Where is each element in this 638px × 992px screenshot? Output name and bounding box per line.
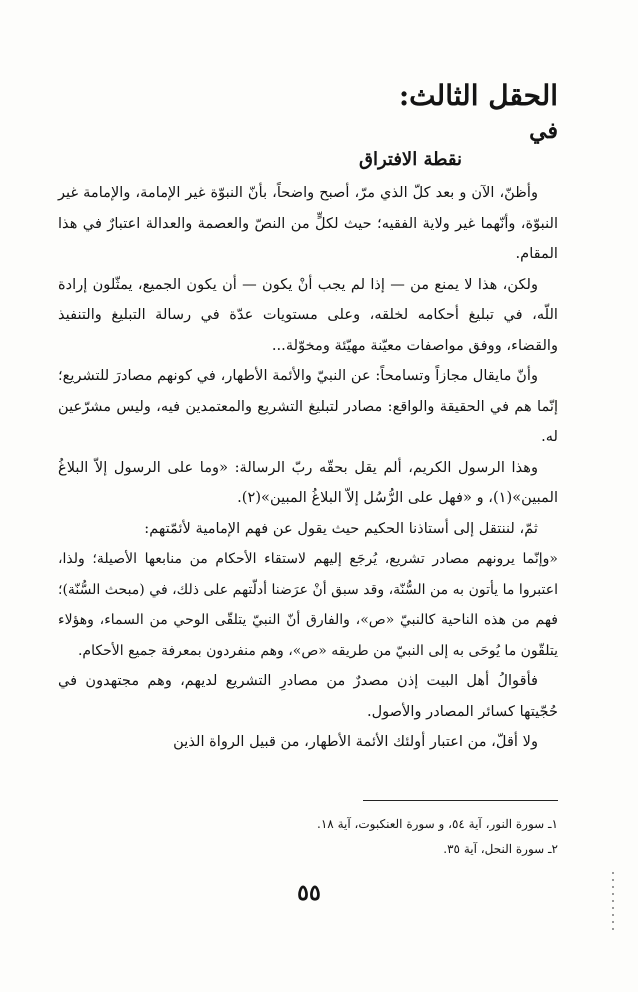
heading-preposition: في (529, 118, 558, 144)
footnote-divider (363, 800, 558, 801)
paragraph: ثمّ، لننتقل إلى أستاذنا الحكيم حيث يقول عن فهم الإمامية لأئمّتهم: (144, 519, 538, 537)
paragraph: وأنّ مايقال مجازاً وتسامحاً: عن النبيّ والأئمة الأطهار، في كونهم مصادرَ للتشريع؛ إنّما هم في الحقيقة والواقع: مصادر لتبليغ التشريع والمعتمدين فيه، وليس مشرّعين له. (58, 367, 558, 445)
paragraph: ولكن، هذا لا يمنع من — إذا لم يجب أنْ يكون — أن يكون الجميع، يمثّلون إرادة اللّه، في تبليغ أحكامه لخلقه، وعلى مستويات عدّة في رسالة التبليغ والتنفيذ والقضاء، ووفق مواصفات معيّنة مهيّئة ومخوّلة... (58, 275, 558, 354)
paragraph: وأظنّ، الآن و بعد كلّ الذي مرّ، أصبح واضحاً، بأنّ النبوّة غير الإمامة، والإمامة غير النبوّة، وأنّهما غير ولاية الفقيه؛ حيث لكلٍّ من النصّ والعصمة والعدالة اعتبارٌ في هذا المقام. (58, 184, 558, 262)
section-subheading: نقطة الافتراق (359, 149, 462, 170)
chapter-heading: الحقل الثالث: (398, 79, 558, 112)
paragraph: ولا أقلّ، من اعتبار أولئك الأئمة الأطهار، من قبيل الرواة الذين (173, 733, 538, 750)
page-number: ٥٥ (297, 880, 321, 906)
paragraph: وهذا الرسول الكريم، ألم يقل بحقّه ربّ الرسالة: «وما على الرسول إلاّ البلاغُ المبين»(١)، و «فهل على الرُّسُل إلاّ البلاغُ المبين»(٢). (58, 458, 558, 506)
quotation-paragraph: «وإنّما يرونهم مصادر تشريع، يُرجَع إليهم لاستقاء الأحكام من منابعها الأصيلة؛ ولذا، اعتبروا ما يأتون به من السُّنّة، وقد سبق أنْ عرَضنا أدلّتهم على ذلك، في (مبحث السُّنّة)؛ فهم من هذه الناحية كالنبيّ «ص»، والفارق أنّ النبيّ يتلقّى الوحي من السماء، وهؤلاء يتلقّون ما يُوحَى به إلى النبيّ من طريقه «ص»، وهم منفردون بمعرفة جميع الأحكام. (58, 551, 558, 659)
scan-speckle (612, 872, 614, 934)
footnote: ٢ـ سورة النحل، آية ٣٥. (443, 842, 558, 856)
footnotes (200, 812, 558, 862)
footnote: ١ـ سورة النور، آية ٥٤، و سورة العنكبوت، آية ١٨. (317, 817, 558, 831)
paragraph: فأقوالُ أهل البيت إذن مصدرٌ من مصادرِ التشريع لديهم، وهم مجتهدون في حُجّيتها كسائر المصادر والأصول. (58, 672, 558, 720)
page-body (58, 78, 558, 758)
